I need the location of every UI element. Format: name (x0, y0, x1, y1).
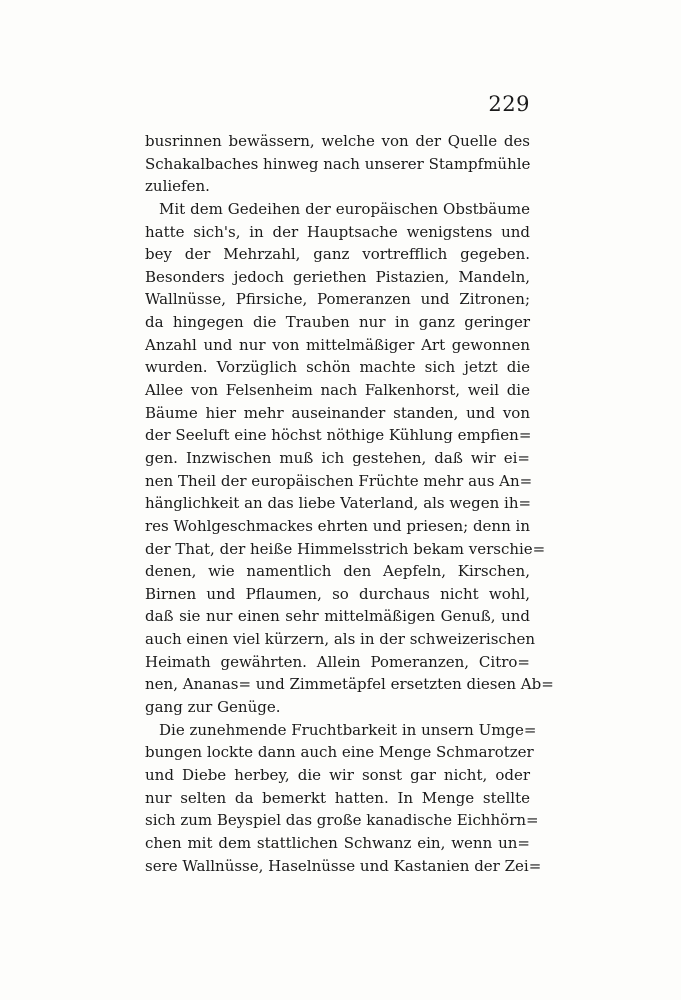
page-number: 229 (488, 92, 530, 116)
text-line: Besonders jedoch geriethen Pistazien, Mandeln, (145, 267, 530, 286)
text-line: bey der Mehrzahl, ganz vortrefflich gegeben. (145, 245, 530, 264)
text-line: nen Theil der europäischen Früchte mehr aus An= (145, 471, 533, 490)
text-line: und Diebe herbey, die wir sonst gar nicht, oder (145, 765, 530, 784)
text-line: der Seeluft eine höchst nöthige Kühlung empfien= (145, 426, 532, 445)
text-line: Allee von Felsenheim nach Falkenhorst, weil die (145, 381, 530, 400)
text-line: hänglichkeit an das liebe Vaterland, als wegen ih= (145, 494, 532, 513)
text-line: bungen lockte dann auch eine Menge Schmarotzer (145, 743, 534, 762)
text-line: denen, wie namentlich den Aepfeln, Kirschen, (145, 562, 530, 581)
text-line: Die zunehmende Fruchtbarkeit in unsern Umge= (159, 720, 537, 739)
text-line: Heimath gewährten. Allein Pomeranzen, Citro= (145, 652, 530, 671)
text-line: Wallnüsse, Pfirsiche, Pomeranzen und Zitronen; (145, 290, 530, 309)
text-line: Bäume hier mehr auseinander standen, und von (145, 403, 530, 422)
text-line: hatte sich's, in der Hauptsache wenigstens und (145, 222, 530, 241)
body-text (145, 130, 554, 877)
text-line: busrinnen bewässern, welche von der Quelle des (145, 132, 530, 150)
text-line: daß sie nur einen sehr mittelmäßigen Genuß, und (145, 607, 530, 626)
text-line: gen. Inzwischen muß ich gestehen, daß wir ei= (145, 448, 530, 467)
text-line: gang zur Genüge. (145, 698, 281, 717)
text-line: der That, der heiße Himmelsstrich bekam verschie= (145, 539, 546, 558)
text-line: sich zum Beyspiel das große kanadische Eichhörn= (145, 811, 539, 830)
text-line: nen, Ananas= und Zimmetäpfel ersetzten diesen Ab= (145, 675, 554, 694)
text-line: Anzahl und nur von mittelmäßiger Art gewonnen (145, 335, 530, 354)
text-line: da hingegen die Trauben nur in ganz geringer (145, 313, 530, 332)
text-line: sere Wallnüsse, Haselnüsse und Kastanien der Zei= (145, 856, 542, 875)
text-line: chen mit dem stattlichen Schwanz ein, wenn un= (145, 833, 530, 852)
text-line: res Wohlgeschmackes ehrten und priesen; denn in (145, 516, 530, 535)
text-line: nur selten da bemerkt hatten. In Menge stellte (145, 788, 530, 807)
text-line: zuliefen. (145, 177, 210, 196)
text-line: Birnen und Pflaumen, so durchaus nicht wohl, (145, 584, 530, 603)
text-line: wurden. Vorzüglich schön machte sich jetzt die (145, 358, 530, 377)
text-line: auch einen viel kürzern, als in der schweizerischen (145, 630, 536, 649)
text-line: Schakalbaches hinweg nach unserer Stampfmühle (145, 154, 531, 173)
text-line: Mit dem Gedeihen der europäischen Obstbäume (159, 199, 530, 218)
